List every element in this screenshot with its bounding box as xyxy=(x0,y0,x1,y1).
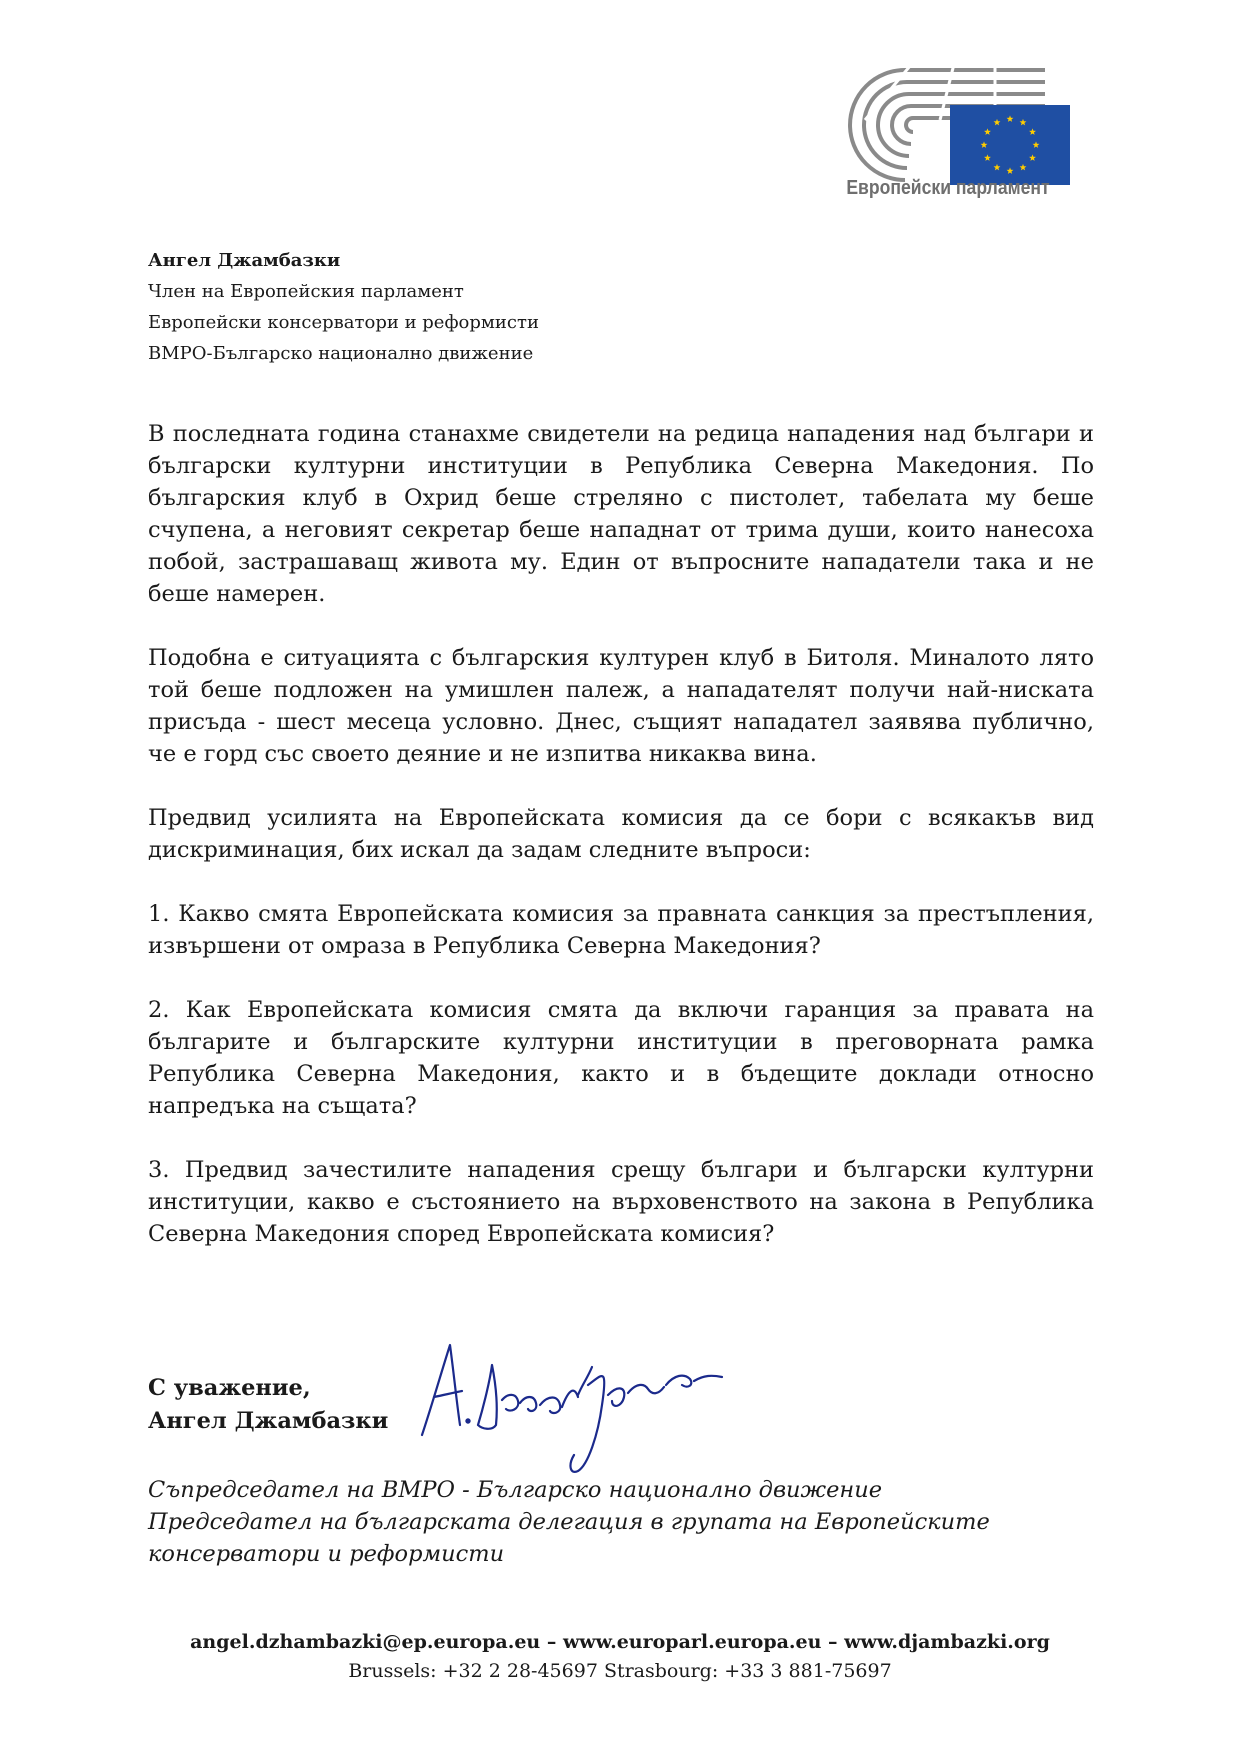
footer xyxy=(0,1628,1240,1686)
paragraph-bitola: Подобна е ситуацията с българския културен клуб в Битоля. Миналото лято той беше подложен на умишлен палеж, а нападателят получи най-ниската присъда - шест месеца условно. Днес, същият нападател заявява публично, че е горд със своето деяние и не изпитва никаква вина. xyxy=(148,645,1094,767)
closing-block xyxy=(148,1372,388,1438)
role-delegation-cont: консерватори и реформисти xyxy=(148,1541,505,1567)
question-1: 1. Какво смята Европейската комисия за правната санкция за престъпления, извършени от омраза в Република Северна Македония? xyxy=(148,901,1094,959)
sender-party: ВМРО-Българско национално движение xyxy=(148,343,534,364)
paragraph-intro-questions: Предвид усилията на Европейската комисия да се бори с всякакъв вид дискриминация, бих искал да задам следните въпроси: xyxy=(148,805,1094,863)
sender-group: Европейски консерватори и реформисти xyxy=(148,312,539,333)
handwritten-signature xyxy=(412,1325,732,1475)
question-3: 3. Предвид зачестилите нападения срещу българи и български културни институции, какво е състоянието на върховенството на закона в Република Северна Македония според Европейската комисия? xyxy=(148,1157,1094,1247)
role-party: Съпредседател на ВМРО - Българско национално движение xyxy=(148,1477,883,1503)
paragraph-ohrid: В последната година станахме свидетели на редица нападения над българи и български културни институции в Република Северна Македония. По българския клуб в Охрид беше стреляно с пистолет, табелата му беше счупена, а неговият секретар беше нападнат от трима души, които нанесоха побой, застрашаващ живота му. Един от въпросните нападатели така и не беше намерен. xyxy=(148,421,1094,607)
roles-block xyxy=(148,1474,990,1570)
footer-contact: angel.dzhambazki@ep.europa.eu – www.europarl.europa.eu – www.djambazki.org xyxy=(190,1631,1050,1653)
closing-name: Ангел Джамбазки xyxy=(148,1408,389,1434)
sender-role: Член на Европейския парламент xyxy=(148,281,464,302)
role-delegation: Председател на българската делегация в групата на Европейските xyxy=(148,1509,990,1535)
salutation: С уважение, xyxy=(148,1375,311,1401)
letter-body xyxy=(148,418,1094,1282)
logo-caption: Европейски парламент xyxy=(846,177,1050,199)
sender-name: Ангел Джамбазки xyxy=(148,250,341,271)
footer-phones: Brussels: +32 2 28-45697 Strasbourg: +33 3 881-75697 xyxy=(348,1660,892,1682)
question-2: 2. Как Европейската комисия смята да включи гаранция за правата на българите и българските културни институции в преговорната рамка Република Северна Македония, както и в бъдещите доклади относно напредъка на същата? xyxy=(148,997,1094,1119)
sender-block xyxy=(148,245,539,369)
